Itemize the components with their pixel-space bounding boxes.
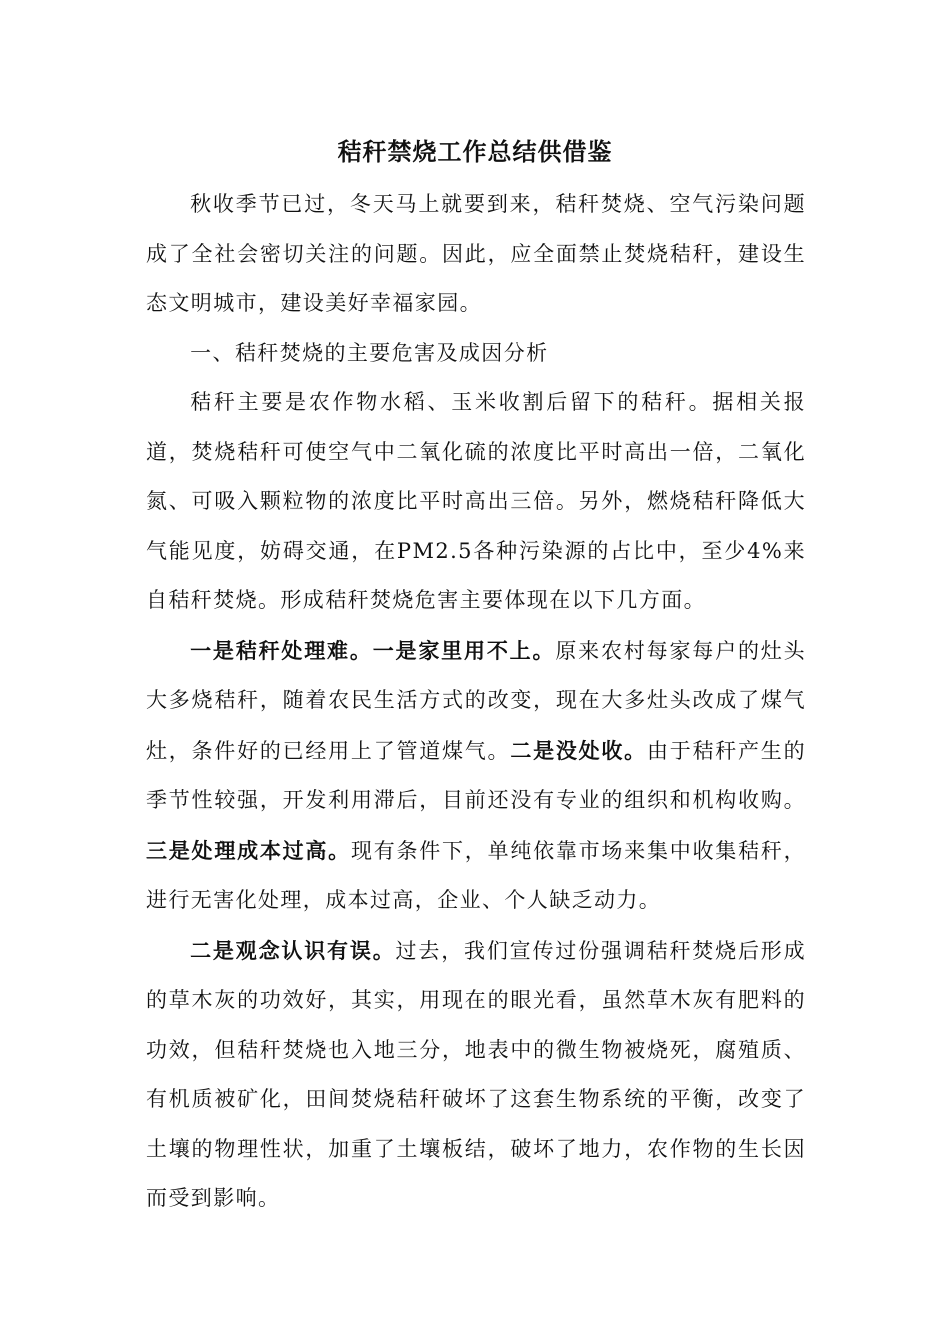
section-heading [146,329,806,379]
text-run: 现有条件下，单纯依靠市场来集中收集秸秆，进行无害化处理，成本过高，企业、个人缺乏动力。 [146,838,807,912]
document-title: 秸秆禁烧工作总结供借鉴 [337,137,613,166]
bold-run: 一是秸秆处理难。一是家里用不上。 [190,637,556,663]
paragraph-point-two [146,926,806,1224]
bold-run: 三是处理成本过高。 [146,837,351,863]
text-run: 一、秸秆焚烧的主要危害及成因分析 [190,340,549,365]
text-run: 秋收季节已过，冬天马上就要到来，秸秆焚烧、空气污染问题成了全社会密切关注的问题。因此，应全面禁止焚烧秸秆，建设生态文明城市，建设美好幸福家园。 [146,192,806,315]
bold-run: 二是没处收。 [510,737,647,763]
paragraph-hazards [146,378,806,626]
text-run: 由于秸秆产生的季节性较强，开发利用滞后，目前还没有专业的组织和机构收购。 [146,738,806,812]
bold-run: 二是观念认识有误。 [190,937,396,963]
document-body [146,180,806,1224]
paragraph-intro [146,180,806,329]
paragraph-point-one [146,626,806,926]
text-run: 原来农村每家每户的灶头大多烧秸秆，随着农民生活方式的改变，现在大多灶头改成了煤气灶，条件好的已经用上了管道煤气。 [146,638,806,763]
text-run: 秸秆主要是农作物水稻、玉米收割后留下的秸秆。据相关报道，焚烧秸秆可使空气中二氧化硫的浓度比平时高出一倍，二氧化氮、可吸入颗粒物的浓度比平时高出三倍。另外，燃烧秸秆降低大气能见度，妨碍交通，在PM2.5各种污染源的占比中，至少4%来自秸秆焚烧。形成秸秆焚烧危害主要体现在以下几方面。 [146,390,806,612]
text-run: 过去，我们宣传过份强调秸秆焚烧后形成的草木灰的功效好，其实，用现在的眼光看，虽然草木灰有肥料的功效，但秸秆焚烧也入地三分，地表中的微生物被烧死，腐殖质、有机质被矿化，田间焚烧秸秆破坏了这套生物系统的平衡，改变了土壤的物理性状，加重了土壤板结，破坏了地力，农作物的生长因而受到影响。 [146,938,806,1210]
